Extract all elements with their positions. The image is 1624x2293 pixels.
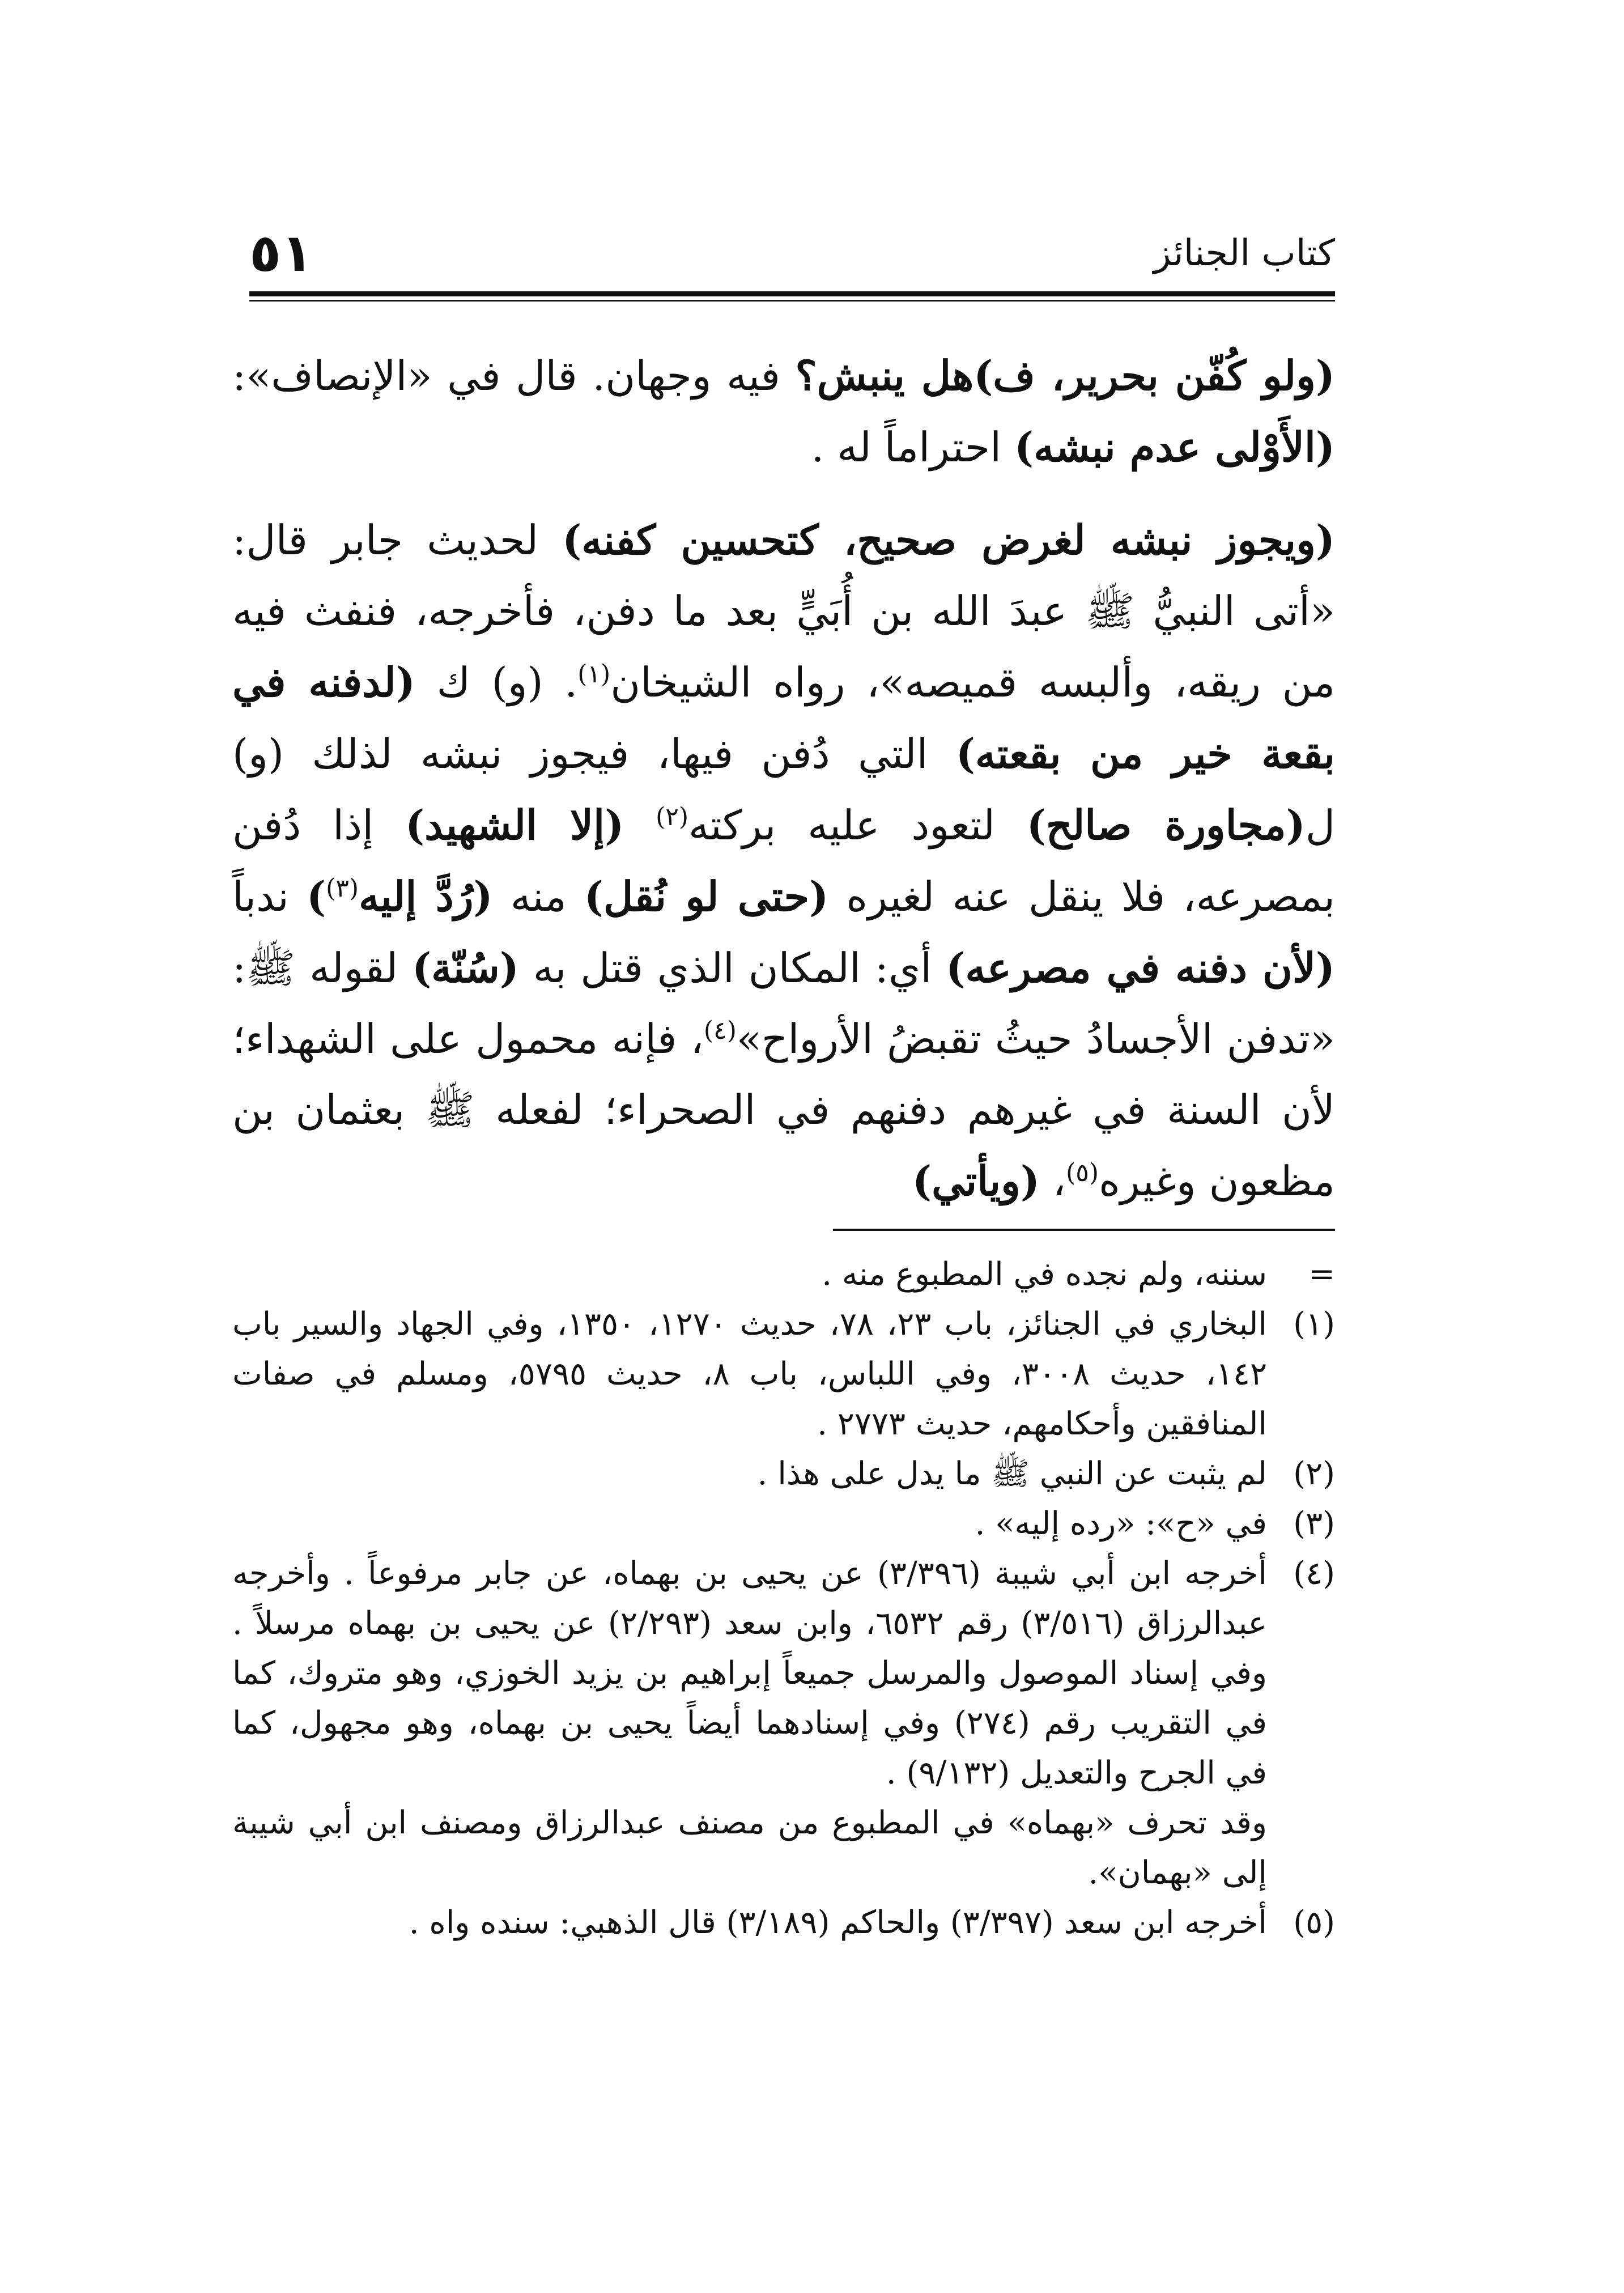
footnote-ref-2: (٢) xyxy=(656,802,689,831)
footnote-2 xyxy=(232,1449,1335,1499)
commentary-text: فيه وجهان. قال في «الإنصاف»: xyxy=(232,352,796,400)
footnote-3 xyxy=(232,1499,1335,1549)
matn-text: (حتى لو نُقل) xyxy=(584,872,829,920)
footnote-mark: (٥) xyxy=(1293,1904,1335,1941)
footnote-text: أخرجه ابن أبي شيبة (٣/٣٩٦) عن يحيى بن بهماه، عن جابر مرفوعاً . وأخرجه عبدالرزاق (٣/٥١٦) رقم ٦٥٣٢، وابن سعد (٢/٢٩٣) عن يحيى بن بهماه مرسلاً . وفي إسناد الموصول والمرسل جميعاً إبراهيم بن يزيد الخوزي، وهو متروك، كما في التقريب رقم (٢٧٤) وفي إسنادهما أيضاً يحيى بن بهماه، وهو مجهول، كما في الجرح والتعديل (٩/١٣٢) . xyxy=(232,1555,1267,1791)
matn-text: (ويجوز نبشه لغرض صحيح، كتحسين كفنه) xyxy=(562,516,1335,564)
commentary-text: ندباً xyxy=(232,873,307,920)
commentary-text: ، xyxy=(1039,1157,1066,1205)
footnote-text: في «ح»: «رده إليه» . xyxy=(975,1505,1267,1542)
footnote-4-note: وقد تحرف «بهماه» في المطبوع من مصنف عبدالرزاق ومصنف ابن أبي شيبة إلى «بهمان». xyxy=(232,1804,1267,1891)
footnote-5 xyxy=(232,1898,1335,1948)
footnotes xyxy=(232,1250,1335,1948)
footnote-ref-5: (٥) xyxy=(1066,1158,1099,1187)
footnote-mark: (١) xyxy=(1293,1306,1335,1343)
footnote-ref-3: (٣) xyxy=(326,874,359,903)
commentary-text: منه xyxy=(492,873,584,920)
footnote-separator xyxy=(833,1229,1335,1231)
footnote-1 xyxy=(232,1300,1335,1449)
matn-text: (ويأتي) xyxy=(912,1157,1040,1205)
matn-text: (لدفنه في بقعة خير من بقعته) xyxy=(232,658,1335,778)
commentary-text xyxy=(624,801,656,849)
matn-text: (ولو كُفّن بحرير، ف)هل ينبش؟ xyxy=(795,351,1335,400)
matn-text: (سُنّة) xyxy=(412,944,519,992)
footnote-text: سننه، ولم نجده في المطبوع منه . xyxy=(822,1256,1267,1293)
matn-text: (لأن دفنه في مصرعه) xyxy=(946,944,1335,992)
footnote-mark: (٢) xyxy=(1293,1455,1335,1492)
matn-text: (مجاورة صالح) xyxy=(1026,801,1306,849)
paragraph-2 xyxy=(232,504,1335,1217)
footnote-text: أخرجه ابن سعد (٣/٣٩٧) والحاكم (٣/١٨٩) قال الذهبي: سنده واه . xyxy=(409,1904,1267,1941)
page-number: ٥١ xyxy=(249,223,313,283)
paragraph-1 xyxy=(232,340,1335,483)
running-head: كتاب الجنائز xyxy=(1153,232,1335,274)
matn-text: (الأَوْلى عدم نبشه) xyxy=(1014,423,1335,471)
main-text xyxy=(232,340,1335,1217)
page-header xyxy=(249,222,1335,290)
footnote-mark: (٣) xyxy=(1293,1505,1335,1542)
commentary-text: لحديث جابر قال: «أتى النبيُّ ﷺ عبدَ الله بن أُبَيٍّ بعد ما دفن، فأخرجه، فنفث فيه من ريقه، وألبسه قميصه»، رواه الشيخان xyxy=(232,516,1336,706)
commentary-text: احتراماً له . xyxy=(811,423,1015,471)
footnote-continuation xyxy=(232,1250,1335,1300)
footnote-ref-1: (١) xyxy=(577,660,611,689)
commentary-text: ، فإنه محمول على الشهداء؛ لأن السنة في غيرهم دفنهم في الصحراء؛ لفعله ﷺ بعثمان بن مظعون وغيره xyxy=(232,1015,1335,1205)
footnote-mark: (٤) xyxy=(1293,1555,1335,1592)
matn-text: (إلا الشهيد) xyxy=(405,801,624,849)
matn-text: (رُدَّ إليه xyxy=(359,872,493,920)
footnote-mark: = xyxy=(1308,1256,1335,1293)
footnote-text: البخاري في الجنائز، باب ٢٣، ٧٨، حديث ١٢٧٠، ١٣٥٠، وفي الجهاد والسير باب ١٤٢، حديث ٣٠٠٨، وفي اللباس، باب ٨، حديث ٥٧٩٥، ومسلم في صفات المنافقين وأحكامهم، حديث ٢٧٧٣ . xyxy=(232,1306,1268,1442)
header-rule xyxy=(249,291,1335,302)
commentary-text: لقوله ﷺ: «تدفن الأجسادُ حيثُ تقبضُ الأرواح» xyxy=(232,944,1335,1063)
commentary-text: . (و) ك xyxy=(415,659,578,706)
matn-text: ) xyxy=(307,872,326,920)
commentary-text: إذا دُفن بمصرعه، فلا ينقل عنه لغيره xyxy=(232,801,1336,920)
footnote-text: لم يثبت عن النبي ﷺ ما يدل على هذا . xyxy=(757,1455,1267,1492)
commentary-text: لتعود عليه بركته xyxy=(688,801,1027,849)
commentary-text: أي: المكان الذي قتل به xyxy=(518,944,946,992)
commentary-text: التي دُفن فيها، فيجوز نبشه لذلك (و) ل xyxy=(232,730,1335,849)
footnote-4 xyxy=(232,1549,1335,1798)
footnote-ref-4: (٤) xyxy=(703,1016,737,1045)
